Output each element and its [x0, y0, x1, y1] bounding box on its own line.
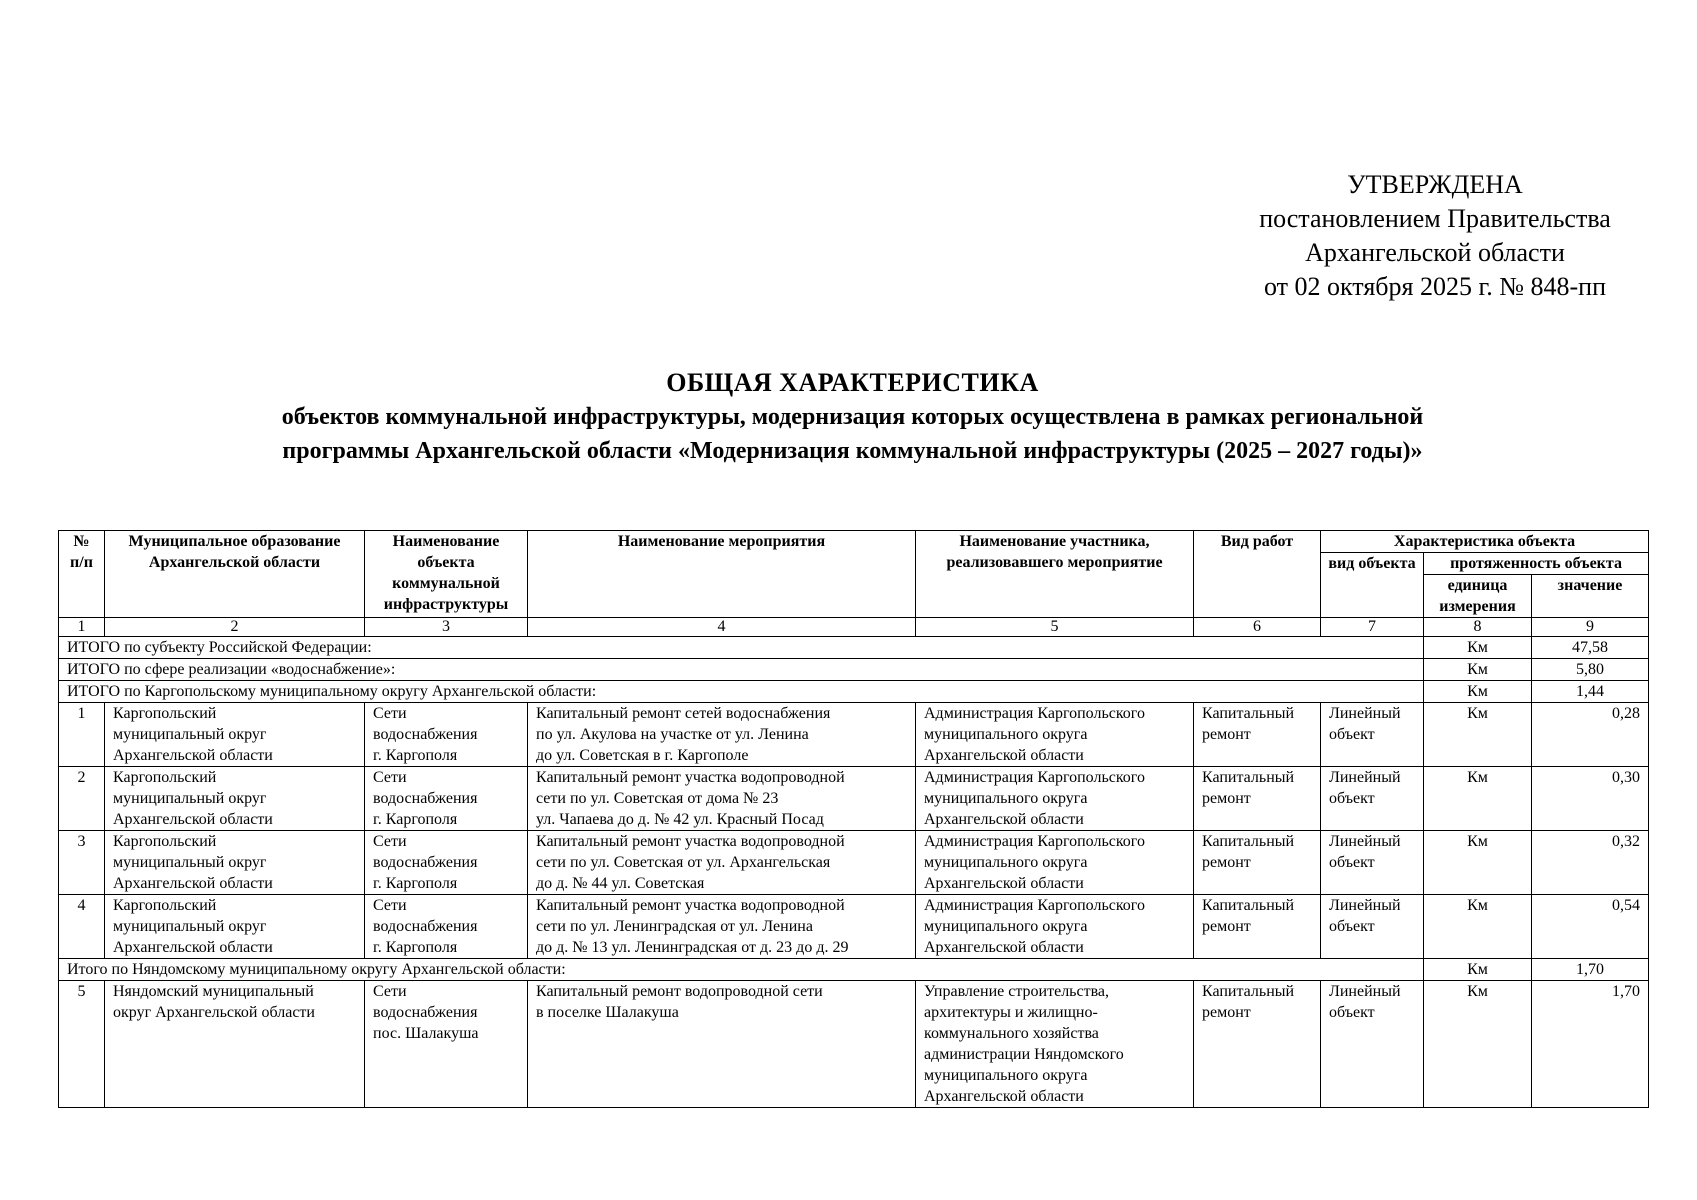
participant-cell: Управление строительства, архитектуры и жилищно- коммунального хозяйства администрации Няндомского муниципального округа Архангельской области [916, 981, 1194, 1108]
total-row-subject [59, 637, 1649, 659]
participant-cell: Администрация Каргопольского муниципального округа Архангельской области [916, 831, 1194, 895]
col-number: 5 [916, 618, 1194, 637]
approval-line-resolution: постановлением Правительства [1259, 204, 1611, 233]
event-name-cell: Капитальный ремонт участка водопроводной сети по ул. Советская от ул. Архангельская до д. № 44 ул. Советская [528, 831, 916, 895]
row-num-cell: 2 [59, 767, 105, 831]
unit-cell: Км [1424, 767, 1532, 831]
participant-cell: Администрация Каргопольского муниципального округа Архангельской области [916, 895, 1194, 959]
object-name-cell: Сети водоснабжения г. Каргополя [365, 703, 528, 767]
total-unit: Км [1424, 959, 1532, 981]
object-kind-cell: Линейный объект [1321, 895, 1424, 959]
table-row [59, 703, 1649, 767]
municipality-cell: Каргопольский муниципальный округ Архангельской области [105, 703, 365, 767]
municipality-cell: Каргопольский муниципальный округ Архангельской области [105, 895, 365, 959]
work-type-cell: Капитальный ремонт [1194, 767, 1321, 831]
work-type-cell: Капитальный ремонт [1194, 981, 1321, 1108]
col-number: 2 [105, 618, 365, 637]
column-number-row [59, 618, 1649, 637]
total-unit: Км [1424, 637, 1532, 659]
total-label: ИТОГО по субъекту Российской Федерации: [59, 637, 1424, 659]
table-row [59, 981, 1649, 1108]
unit-cell: Км [1424, 981, 1532, 1108]
object-kind-cell: Линейный объект [1321, 981, 1424, 1108]
object-kind-cell: Линейный объект [1321, 831, 1424, 895]
participant-cell: Администрация Каргопольского муниципального округа Архангельской области [916, 703, 1194, 767]
event-name-cell: Капитальный ремонт участка водопроводной сети по ул. Ленинградская от ул. Ленина до д. № 13 ул. Ленинградская от д. 23 до д. 29 [528, 895, 916, 959]
table-row [59, 767, 1649, 831]
row-num-cell: 3 [59, 831, 105, 895]
header-participant: Наименование участника, реализовавшего мероприятие [916, 531, 1194, 618]
approval-line-date: от 02 октября 2025 г. № 848-пп [1264, 272, 1606, 301]
table-row [59, 895, 1649, 959]
title-main: ОБЩАЯ ХАРАКТЕРИСТИКА [666, 368, 1039, 397]
object-name-cell: Сети водоснабжения г. Каргополя [365, 895, 528, 959]
header-length: протяженность объекта [1424, 553, 1649, 575]
col-number: 9 [1532, 618, 1649, 637]
municipality-cell: Каргопольский муниципальный округ Архангельской области [105, 767, 365, 831]
table-row [59, 831, 1649, 895]
municipality-cell: Няндомский муниципальный округ Архангельской области [105, 981, 365, 1108]
value-cell: 1,70 [1532, 981, 1649, 1108]
total-value: 47,58 [1532, 637, 1649, 659]
col-number: 8 [1424, 618, 1532, 637]
object-name-cell: Сети водоснабжения г. Каргополя [365, 767, 528, 831]
value-cell: 0,54 [1532, 895, 1649, 959]
value-cell: 0,28 [1532, 703, 1649, 767]
total-label: Итого по Няндомскому муниципальному округу Архангельской области: [59, 959, 1424, 981]
object-name-cell: Сети водоснабжения пос. Шалакуша [365, 981, 528, 1108]
approval-stamp [1225, 168, 1645, 304]
municipality-cell: Каргопольский муниципальный округ Архангельской области [105, 831, 365, 895]
total-value: 5,80 [1532, 659, 1649, 681]
title-subtitle-line-1: объектов коммунальной инфраструктуры, модернизация которых осуществлена в рамках региональной [281, 404, 1424, 430]
document-title [60, 366, 1645, 468]
header-value: значение [1532, 575, 1649, 618]
header-characteristic: Характеристика объекта [1321, 531, 1649, 553]
row-num-cell: 5 [59, 981, 105, 1108]
work-type-cell: Капитальный ремонт [1194, 895, 1321, 959]
unit-cell: Км [1424, 703, 1532, 767]
unit-cell: Км [1424, 831, 1532, 895]
object-kind-cell: Линейный объект [1321, 767, 1424, 831]
header-municipality: Муниципальное образование Архангельской области [105, 531, 365, 618]
col-number: 7 [1321, 618, 1424, 637]
object-name-cell: Сети водоснабжения г. Каргополя [365, 831, 528, 895]
characteristics-table [58, 530, 1649, 1108]
work-type-cell: Капитальный ремонт [1194, 703, 1321, 767]
total-row-kargopol [59, 681, 1649, 703]
unit-cell: Км [1424, 895, 1532, 959]
participant-cell: Администрация Каргопольского муниципального округа Архангельской области [916, 767, 1194, 831]
col-number: 4 [528, 618, 916, 637]
value-cell: 0,30 [1532, 767, 1649, 831]
header-object-kind: вид объекта [1321, 553, 1424, 618]
title-subtitle-line-2: программы Архангельской области «Модернизация коммунальной инфраструктуры (2025 – 2027 годы)» [282, 438, 1423, 464]
total-row-water [59, 659, 1649, 681]
approval-title: УТВЕРЖДЕНА [1347, 170, 1523, 199]
approval-line-region: Архангельской области [1305, 238, 1565, 267]
col-number: 3 [365, 618, 528, 637]
header-unit: единица измерения [1424, 575, 1532, 618]
total-value: 1,44 [1532, 681, 1649, 703]
header-object-name: Наименование объекта коммунальной инфраструктуры [365, 531, 528, 618]
col-number: 6 [1194, 618, 1321, 637]
header-num: № п/п [59, 531, 105, 618]
row-num-cell: 1 [59, 703, 105, 767]
total-value: 1,70 [1532, 959, 1649, 981]
total-unit: Км [1424, 659, 1532, 681]
col-number: 1 [59, 618, 105, 637]
event-name-cell: Капитальный ремонт водопроводной сети в поселке Шалакуша [528, 981, 916, 1108]
header-work-type: Вид работ [1194, 531, 1321, 618]
total-label: ИТОГО по Каргопольскому муниципальному округу Архангельской области: [59, 681, 1424, 703]
object-kind-cell: Линейный объект [1321, 703, 1424, 767]
value-cell: 0,32 [1532, 831, 1649, 895]
work-type-cell: Капитальный ремонт [1194, 831, 1321, 895]
header-event-name: Наименование мероприятия [528, 531, 916, 618]
row-num-cell: 4 [59, 895, 105, 959]
event-name-cell: Капитальный ремонт участка водопроводной сети по ул. Советская от дома № 23 ул. Чапаева до д. № 42 ул. Красный Посад [528, 767, 916, 831]
event-name-cell: Капитальный ремонт сетей водоснабжения по ул. Акулова на участке от ул. Ленина до ул. Советская в г. Каргополе [528, 703, 916, 767]
total-row-nyandoma [59, 959, 1649, 981]
total-label: ИТОГО по сфере реализации «водоснабжение»: [59, 659, 1424, 681]
total-unit: Км [1424, 681, 1532, 703]
